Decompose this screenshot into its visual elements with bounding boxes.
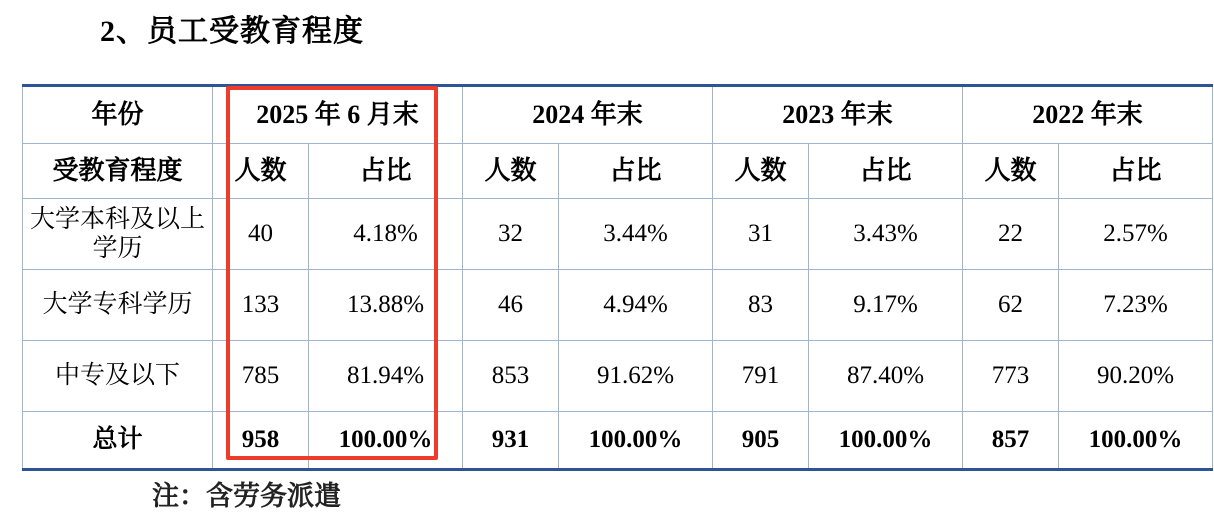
- header-ratio-1: 占比: [559, 144, 713, 199]
- header-count-2: 人数: [713, 144, 809, 199]
- header-count-0: 人数: [213, 144, 309, 199]
- education-level-table-wrap: [22, 84, 1194, 471]
- header-period-2: 2023 年末: [713, 86, 963, 144]
- cell: 9.17%: [809, 270, 963, 341]
- cell: 87.40%: [809, 341, 963, 412]
- cell: 90.20%: [1059, 341, 1213, 412]
- cell: 785: [213, 341, 309, 412]
- table-total-row: [23, 412, 1213, 470]
- cell: 853: [463, 341, 559, 412]
- cell: 91.62%: [559, 341, 713, 412]
- education-level-table: [22, 84, 1213, 471]
- table-row: [23, 341, 1213, 412]
- header-period-0: 2025 年 6 月末: [213, 86, 463, 144]
- total-cell: 100.00%: [809, 412, 963, 470]
- header-ratio-2: 占比: [809, 144, 963, 199]
- cell: 3.43%: [809, 199, 963, 270]
- cell: 31: [713, 199, 809, 270]
- total-cell: 100.00%: [559, 412, 713, 470]
- cell: 791: [713, 341, 809, 412]
- header-count-3: 人数: [963, 144, 1059, 199]
- total-cell: 100.00%: [1059, 412, 1213, 470]
- cell: 81.94%: [309, 341, 463, 412]
- cell: 40: [213, 199, 309, 270]
- total-cell: 958: [213, 412, 309, 470]
- header-ratio-0: 占比: [309, 144, 463, 199]
- cell: 22: [963, 199, 1059, 270]
- table-row: [23, 270, 1213, 341]
- page-title: 2、员工受教育程度: [100, 15, 364, 48]
- row-label: 中专及以下: [23, 341, 213, 412]
- cell: 2.57%: [1059, 199, 1213, 270]
- header-year-label: 年份: [23, 86, 213, 144]
- table-row: [23, 199, 1213, 270]
- footer-partial-text: 注：含劳务派遣: [152, 481, 341, 511]
- total-cell: 931: [463, 412, 559, 470]
- header-ratio-3: 占比: [1059, 144, 1213, 199]
- cell: 4.18%: [309, 199, 463, 270]
- row-label: 大学专科学历: [23, 270, 213, 341]
- header-count-1: 人数: [463, 144, 559, 199]
- header-period-1: 2024 年末: [463, 86, 713, 144]
- cell: 13.88%: [309, 270, 463, 341]
- total-label: 总计: [23, 412, 213, 470]
- cell: 62: [963, 270, 1059, 341]
- total-cell: 905: [713, 412, 809, 470]
- header-edu-label: 受教育程度: [23, 144, 213, 199]
- cell: 7.23%: [1059, 270, 1213, 341]
- cell: 46: [463, 270, 559, 341]
- total-cell: 100.00%: [309, 412, 463, 470]
- row-label: 大学本科及以上学历: [23, 199, 213, 270]
- cell: 773: [963, 341, 1059, 412]
- cell: 4.94%: [559, 270, 713, 341]
- header-period-3: 2022 年末: [963, 86, 1213, 144]
- cell: 83: [713, 270, 809, 341]
- cell: 3.44%: [559, 199, 713, 270]
- total-cell: 857: [963, 412, 1059, 470]
- cell: 32: [463, 199, 559, 270]
- cell: 133: [213, 270, 309, 341]
- table-header-years: [23, 86, 1213, 144]
- table-header-metrics: [23, 144, 1213, 199]
